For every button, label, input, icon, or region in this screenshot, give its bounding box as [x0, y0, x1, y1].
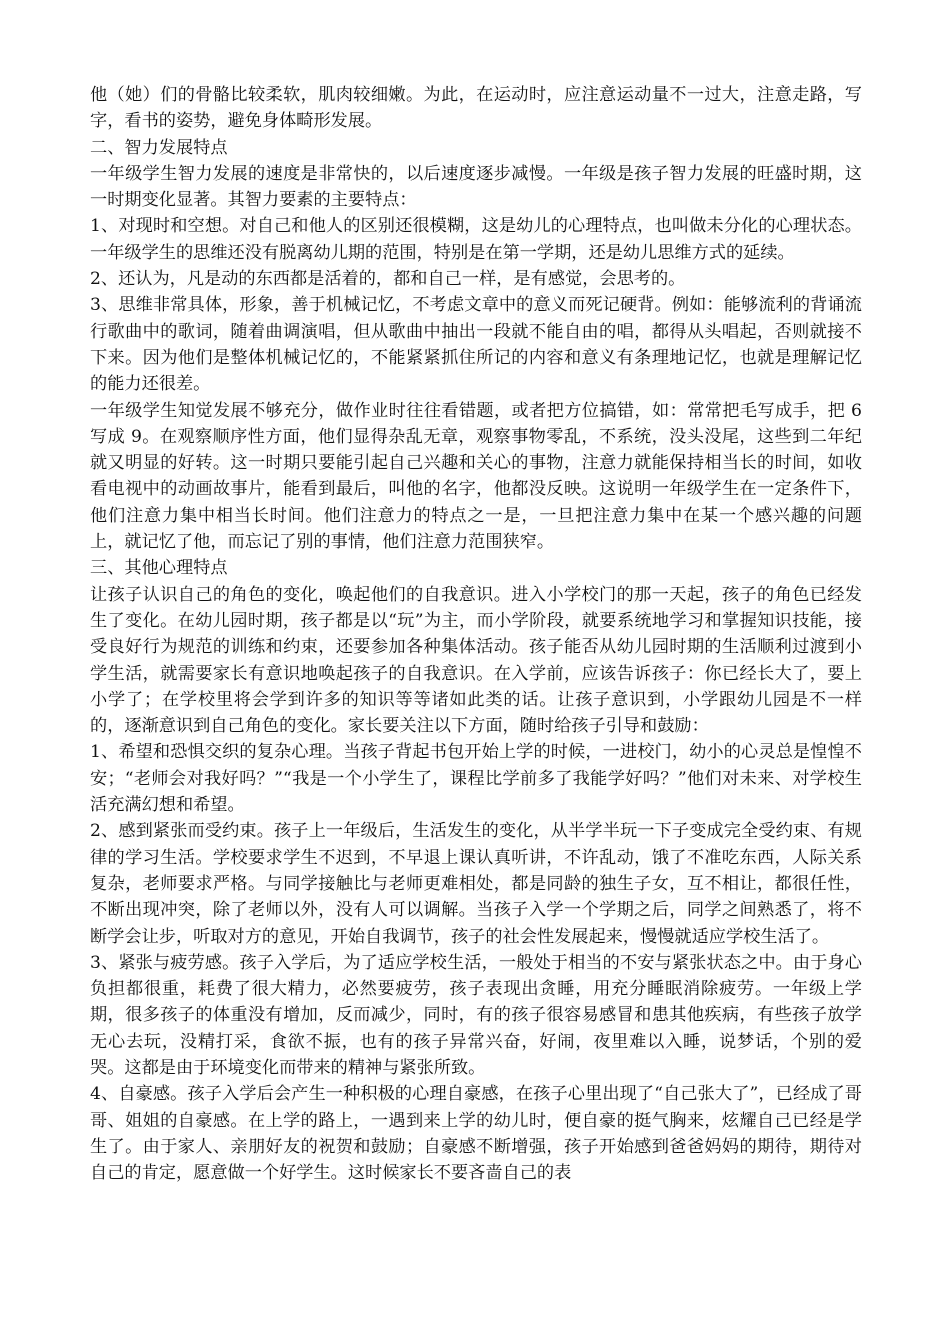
paragraph-intellectual-intro: 一年级学生智力发展的速度是非常快的，以后速度逐步减慢。一年级是孩子智力发展的旺盛时期，这一时期变化显著。其智力要素的主要特点： — [90, 163, 862, 211]
list-item-3-concrete-thinking: 3、思维非常具体，形象，善于机械记忆，不考虑文章中的意义而死记硬背。例如：能够流利的背诵流行歌曲中的歌词，随着曲调演唱，但从歌曲中抽出一段就不能自由的唱，都得从头唱起，否则就接不下来。因为他们是整体机械记忆的，不能紧紧抓住所记的内容和意义有条理地记忆，也就是理解记忆的能力还很差。 — [90, 295, 862, 395]
list-item-1-hope-fear: 1、希望和恐惧交织的复杂心理。当孩子背起书包开始上学的时候，一进校门，幼小的心灵总是惶惶不安；“老师会对我好吗？”“我是一个小学生了，课程比学前多了我能学好吗？”他们对未来、对学校生活充满幻想和希望。 — [90, 742, 862, 816]
paragraph-physical-development: 他（她）们的骨骼比较柔软，肌肉较细嫩。为此，在运动时，应注意运动量不一过大，注意走路，写字，看书的姿势，避免身体畸形发展。 — [90, 85, 862, 132]
document-body — [90, 82, 862, 1186]
section-heading-intellectual-development: 二、智力发展特点 — [90, 137, 228, 158]
list-item-2-tension-constraint: 2、感到紧张而受约束。孩子上一年级后，生活发生的变化，从半学半玩一下子变成完全受约束、有规律的学习生活。学校要求学生不迟到，不早退上课认真听讲，不许乱动，饿了不准吃东西，人际关系复杂，老师要求严格。与同学接触比与老师更难相处，都是同龄的独生子女，互不相让，都很任性，不断出现冲突，除了老师以外，没有人可以调解。当孩子入学一个学期之后，同学之间熟悉了，将不断学会让步，听取对方的意见，开始自我调节，孩子的社会性发展起来，慢慢就适应学校生活了。 — [90, 821, 862, 947]
list-item-3-fatigue: 3、紧张与疲劳感。孩子入学后，为了适应学校生活，一般处于相当的不安与紧张状态之中。由于身心负担都很重，耗费了很大精力，必然要疲劳，孩子表现出贪睡，用充分睡眠消除疲劳。一年级上学期，很多孩子的体重没有增加，反而减少，同时，有的孩子很容易感冒和患其他疾病，有些孩子放学无心去玩，没精打采，食欲不振，也有的孩子异常兴奋，好闹，夜里难以入睡，说梦话，个别的爱哭。这都是由于环境变化而带来的精神与紧张所致。 — [90, 952, 862, 1078]
paragraph-perception-attention: 一年级学生知觉发展不够充分，做作业时往往看错题，或者把方位搞错，如：常常把毛写成手，把 6 写成 9。在观察顺序性方面，他们显得杂乱无章，观察事物零乱，不系统，没头没尾，这些到二年纪就又明显的好转。这一时期只要能引起自己兴趣和关心的事物，注意力就能保持相当长的时间，如收看电视中的动画故事片，能看到最后，叫他的名字，他都没反映。这说明一年级学生在一定条件下，他们注意力集中相当长时间。他们注意力的特点之一是，一旦把注意力集中在某一个感兴趣的问题上，就记忆了他，而忘记了别的事情，他们注意力范围狭窄。 — [90, 400, 862, 553]
list-item-4-pride: 4、自豪感。孩子入学后会产生一种积极的心理自豪感，在孩子心里出现了“自己张大了”，已经成了哥哥、姐姐的自豪感。在上学的路上，一遇到来上学的幼儿时，便自豪的挺气胸来，炫耀自己已经是学生了。由于家人、亲朋好友的祝贺和鼓励；自豪感不断增强，孩子开始感到爸爸妈妈的期待，期待对自己的肯定，愿意做一个好学生。这时候家长不要吝啬自己的表 — [90, 1084, 862, 1184]
section-heading-other-psychology: 三、其他心理特点 — [90, 558, 228, 579]
paragraph-role-change: 让孩子认识自己的角色的变化，唤起他们的自我意识。进入小学校门的那一天起，孩子的角色已经发生了变化。在幼儿园时期，孩子都是以“玩”为主，而小学阶段，就要系统地学习和掌握知识技能，接受良好行为规范的训练和约束，还要参加各种集体活动。孩子能否从幼儿园时期的生活顺利过渡到小学生活，就需要家长有意识地唤起孩子的自我意识。在入学前，应该告诉孩子：你已经长大了，要上小学了；在学校里将会学到许多的知识等等诸如此类的话。让孩子意识到，小学跟幼儿园是不一样的，逐渐意识到自己角色的变化。家长要关注以下方面，随时给孩子引导和鼓励： — [90, 584, 862, 737]
list-item-1-reality-fantasy: 1、对现时和空想。对自己和他人的区别还很模糊，这是幼儿的心理特点，也叫做未分化的心理状态。一年级学生的思维还没有脱离幼儿期的范围，特别是在第一学期，还是幼儿思维方式的延续。 — [90, 216, 862, 263]
list-item-2-animism: 2、还认为，凡是动的东西都是活着的，都和自己一样，是有感觉，会思考的。 — [90, 269, 686, 290]
